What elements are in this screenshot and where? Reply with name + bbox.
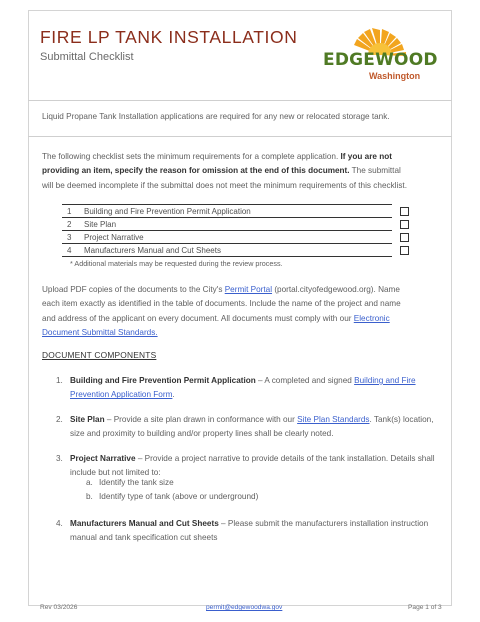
section-heading: DOCUMENT COMPONENTS	[42, 350, 157, 360]
checkbox-site-plan[interactable]	[400, 220, 409, 229]
application-form-link[interactable]: Building and Fire Prevention Application Form	[70, 376, 416, 400]
header	[40, 26, 297, 63]
list-item: a. Identify the tank size	[86, 478, 174, 487]
footer-email-link[interactable]: permit@edgewoodwa.gov	[206, 604, 283, 611]
checkbox-site-application[interactable]	[400, 207, 409, 216]
component-item-3: 3. Project Narrative – Provide a project narrative to provide details of the tank installation. Details shall include but not limited to:	[56, 454, 435, 478]
table-row: 3 Project Narrative	[62, 231, 392, 244]
checklist-note: * Additional materials may be requested during the review process.	[70, 259, 283, 268]
intro-text: Liquid Propane Tank Installation applications are required for any new or relocated storage tank.	[42, 112, 390, 121]
checkbox-project-narrative[interactable]	[400, 233, 409, 242]
list-item: b. Identify type of tank (above or underground)	[86, 492, 259, 501]
edgewood-logo	[320, 26, 440, 84]
divider	[28, 100, 452, 101]
checkbox-manufacturers-manual[interactable]	[400, 246, 409, 255]
table-row: 1 Building and Fire Prevention Permit Application	[62, 205, 392, 218]
component-item-2: 2. Site Plan – Provide a site plan drawn in conformance with our Site Plan Standards. Tank(s) location, size and proximity to building and/or property lines shall be clearly noted.	[56, 415, 434, 439]
table-row: 4 Manufacturers Manual and Cut Sheets	[62, 244, 392, 257]
component-item-1: 1. Building and Fire Prevention Permit Application – A completed and signed Building and Fire Prevention Application Form.	[56, 376, 416, 400]
permit-portal-link[interactable]: Permit Portal	[224, 285, 273, 294]
logo-wordmark: EDGEWOOD	[323, 50, 438, 70]
site-plan-standards-link[interactable]: Site Plan Standards	[297, 415, 370, 424]
checklist-table	[62, 204, 392, 257]
logo-subtitle: Washington	[369, 71, 421, 81]
checklist-intro: The following checklist sets the minimum requirements for a complete application. If you are not providing an item, specify the reason for omission at the end of this document. The submittal will be deemed incomplete if the submittal does not meet the minimum requirements of this checklist.	[42, 152, 407, 190]
divider	[28, 136, 452, 137]
footer-revision: Rev 03/2026	[40, 604, 78, 611]
page-title: FIRE LP TANK INSTALLATION	[40, 27, 298, 47]
component-item-4: 4. Manufacturers Manual and Cut Sheets – Please submit the manufacturers installation instruction manual and tank specification cut sheets	[56, 519, 429, 543]
page-subtitle: Submittal Checklist	[40, 51, 134, 63]
footer-page-number: Page 1 of 3	[408, 604, 442, 611]
submittal-standards-link[interactable]: Electronic Document Submittal Standards.	[42, 313, 390, 338]
upload-instructions: Upload PDF copies of the documents to the City's Permit Portal (portal.cityofedgewood.org). Name each item exactly as identified in the table of documents. Include the name of the project and name and address of the applicant on every document. All documents must comply with our Electronic Document Submittal Standards.	[42, 285, 401, 338]
table-row: 2 Site Plan	[62, 218, 392, 231]
